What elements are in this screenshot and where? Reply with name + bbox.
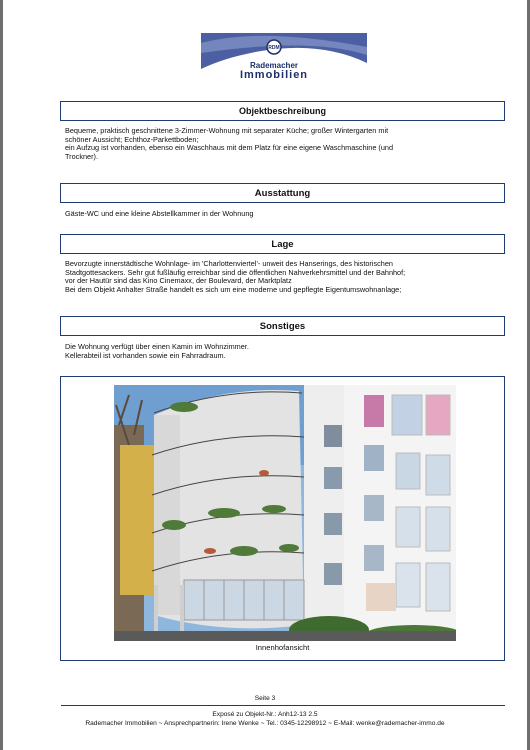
text-line: ein Aufzug ist vorhanden, ebenso ein Waschhaus mit dem Platz für eine eigene Waschmaschine (und	[65, 143, 394, 153]
document-page	[3, 0, 527, 750]
section-body-lage	[65, 260, 501, 294]
section-title-sonstiges: Sonstiges	[60, 316, 505, 336]
section-title-ausstattung: Ausstattung	[60, 183, 505, 203]
logo-name-2: Immobilien	[239, 69, 309, 81]
logo-name-1: Rademacher	[249, 61, 299, 70]
footer-divider	[61, 705, 505, 706]
text-line: Kellerabteil ist vorhanden sowie ein Fahrradraum.	[65, 350, 226, 360]
footer-expose: Exposé zu Objekt-Nr.: Anh12-13 2.5	[212, 711, 318, 718]
section-body-objektbeschreibung	[65, 127, 501, 161]
photo-caption: Innenhofansicht	[255, 643, 310, 652]
text-line: Die Wohnung verfügt über einen Kamin im Wohnzimmer.	[65, 342, 249, 351]
text-line: Bei dem Objekt Anhalter Straße handelt es sich um eine moderne und gepflegte Eigentumswohnanlage;	[65, 284, 402, 294]
text-line: schöner Aussicht; Echthoz-Parkettboden;	[65, 134, 199, 144]
page-number: Seite 3	[254, 695, 276, 702]
photo-frame	[60, 376, 505, 661]
section-title-objektbeschreibung: Objektbeschreibung	[60, 101, 505, 121]
text-line: Bequeme, praktisch geschnittene 3-Zimmer-Wohnung mit separater Küche; großer Wintergarten mit	[65, 126, 389, 135]
section-title-lage: Lage	[60, 234, 505, 254]
text-line: Trockner).	[65, 151, 98, 161]
text-line: vor der Hautür sind das Kino Cinemaxx, der Boulevard, der Marktplatz	[65, 276, 292, 286]
text-line: Bevorzugte innerstädtische Wohnlage- im 'Charlottenviertel'- unweit des Hanserings, des historischen	[65, 259, 393, 268]
footer-contact: Rademacher Immobilien ~ Ansprechpartnerin: Irene Wenke ~ Tel.: 0345-12298912 ~ E-Mail: wenke@rademacher-immo.de	[85, 720, 445, 727]
logo-tagline: RING DEUTSCHER MAKLER	[249, 56, 299, 60]
building-courtyard-photo	[114, 385, 456, 641]
section-body-sonstiges	[65, 343, 501, 360]
section-body-ausstattung	[65, 210, 501, 219]
logo-badge: RDM	[268, 45, 280, 51]
company-logo	[201, 33, 367, 81]
text-line: Gäste-WC und eine kleine Abstellkammer in der Wohnung	[65, 209, 254, 218]
text-line: Stadtgottesackers. Sehr gut fußläufig erreichbar sind die öffentlichen Nahverkehrsmittel und der Bahnhof;	[65, 267, 406, 277]
